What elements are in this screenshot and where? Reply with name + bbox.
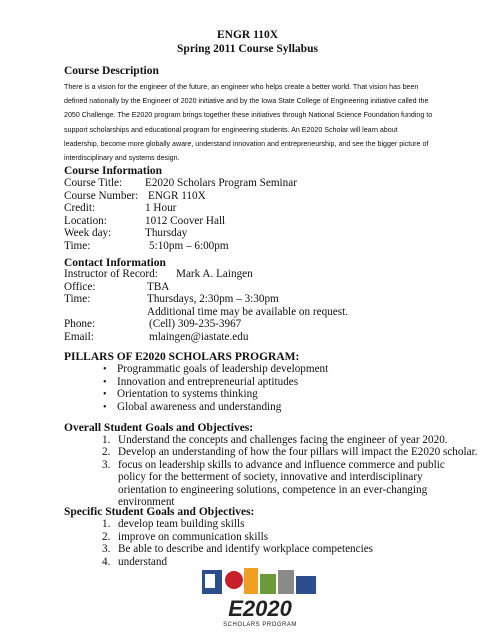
bullet-icon: • (103, 389, 107, 400)
pillar-item: • Orientation to systems thinking (103, 388, 258, 400)
credit-value: 1 Hour (145, 202, 177, 214)
pillar-item: • Programmatic goals of leadership development (103, 363, 329, 375)
week-day-value: Thursday (145, 227, 188, 239)
e2020-scholars-logo (200, 566, 320, 632)
logo-main-text: E2020 (228, 596, 292, 621)
specific-goal-item: 2. improve on communication skills (102, 530, 269, 543)
bullet-icon: • (103, 401, 107, 413)
specific-goal-item: 1. develop team building skills (102, 518, 245, 530)
course-title-label: Course Title: (64, 177, 123, 189)
office-time-note: Additional time may be available on request. (147, 305, 349, 318)
time-label: Time: (64, 239, 91, 252)
office-label: Office: (64, 280, 96, 293)
bullet-icon: • (103, 376, 107, 388)
overall-goal-item-number: 3. (102, 458, 111, 471)
office-time-label: Time: (64, 293, 91, 305)
instructor-value: Mark A. Laingen (176, 268, 253, 280)
course-description-text: There is a vision for the engineer of the future, an engineer who helps create a better world. That vision has been defined nationally by the Engineer of 2020 initiative and by the Iowa State College of Engineering initiative called the 2050 Challenge. The E2020 program brings together these initiatives through National Science Foundation funding to support scholarships and educational program for engineering students. An E2020 Scholar will learn about leadership, become more globally aware, understand innovation and entrepreneurship, and see the bigger picture of interdisciplinary and systems design. (64, 83, 433, 163)
office-time-value: Thursdays, 2:30pm – 3:30pm (147, 293, 279, 305)
overall-goal-item: 2. Develop an understanding of how the four pillars will impact the E2020 scholar. (102, 446, 478, 458)
time-value: 5:10pm – 6:00pm (149, 239, 229, 252)
credit-label: Credit: (64, 202, 96, 214)
pillars-heading: PILLARS OF E2020 SCHOLARS PROGRAM: (64, 351, 300, 363)
specific-goal-item: 3. Be able to describe and identify workplace competencies (102, 543, 374, 555)
instructor-label: Instructor of Record: (64, 268, 158, 280)
pillar-item: • Global awareness and understanding (103, 400, 282, 413)
course-number-value: ENGR 110X (148, 189, 206, 202)
syllabus-subtitle: Spring 2011 Course Syllabus (177, 43, 318, 55)
specific-goals-heading: Specific Student Goals and Objectives: (64, 506, 255, 518)
specific-goal-item: 4. understand (102, 555, 168, 568)
location-label: Location: (64, 214, 107, 227)
phone-value: (Cell) 309-235-3967 (149, 318, 242, 330)
bullet-icon: • (103, 364, 107, 375)
overall-goal-item-text: focus on leadership skills to advance and influence commerce and public policy for the betterment of society, innovative and interdisciplinary orientation to engineering solutions, competence in an ever-changing environment (118, 458, 445, 508)
course-information-heading: Course Information (64, 165, 163, 177)
overall-goal-item: 1. Understand the concepts and challenges facing the engineer of year 2020. (102, 433, 448, 446)
phone-label: Phone: (64, 318, 96, 330)
course-title-value: E2020 Scholars Program Seminar (145, 177, 297, 189)
contact-information-heading: Contact Information (64, 257, 166, 269)
course-number-label: Course Number: (64, 189, 139, 202)
overall-goals-heading: Overall Student Goals and Objectives: (64, 422, 254, 434)
e2020-logo-graphic (200, 566, 320, 632)
location-value: 1012 Coover Hall (145, 214, 226, 227)
course-code-title: ENGR 110X (216, 29, 279, 41)
logo-sub-text: SCHOLARS PROGRAM (223, 622, 297, 628)
email-link[interactable]: mlaingen@iastate.edu (149, 330, 249, 343)
course-description-heading: Course Description (64, 65, 159, 77)
pillar-item: • Innovation and entrepreneurial aptitudes (103, 375, 299, 388)
email-label: Email: (64, 330, 94, 343)
week-day-label: Week day: (64, 227, 112, 239)
office-value: TBA (147, 280, 170, 293)
